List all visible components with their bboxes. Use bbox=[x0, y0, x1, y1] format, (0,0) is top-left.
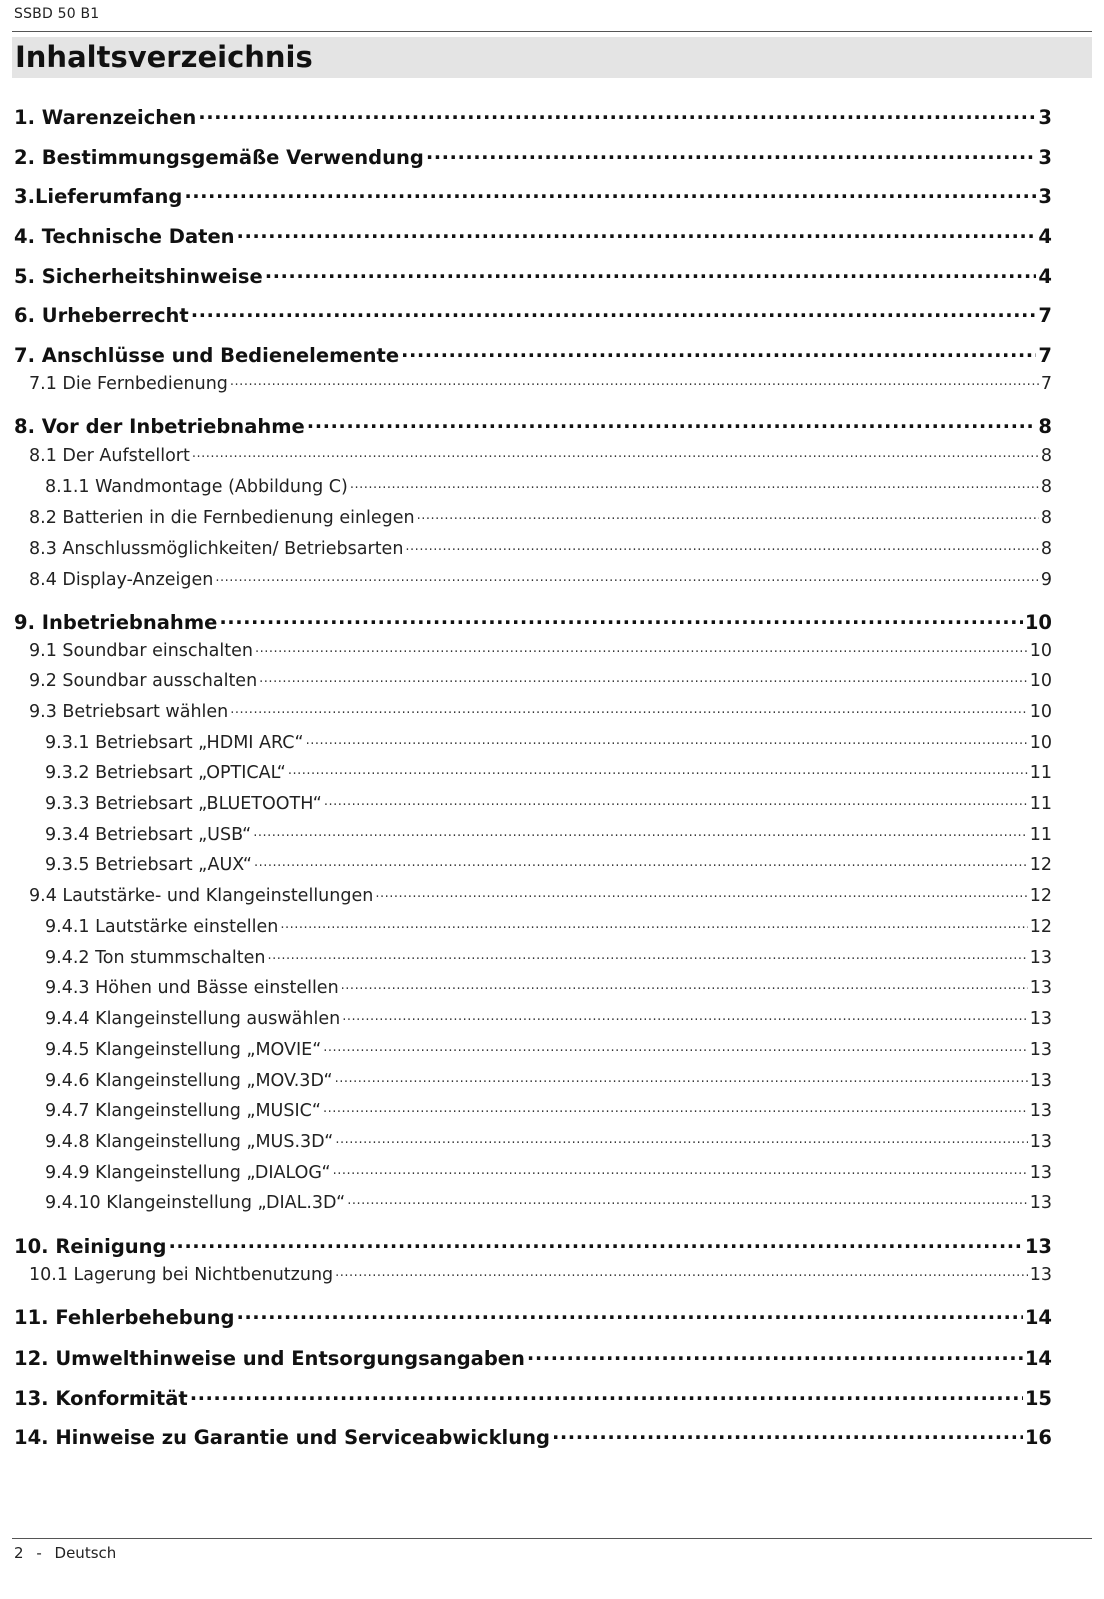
toc-dot-leader bbox=[215, 567, 1038, 585]
toc-entry-label: 9.3.1 Betriebsart „HDMI ARC“ bbox=[45, 732, 304, 753]
toc-dot-leader bbox=[288, 760, 1028, 778]
toc-entry-label: 9.3.3 Betriebsart „BLUETOOTH“ bbox=[45, 793, 322, 814]
toc-entry[interactable] bbox=[14, 1345, 1052, 1370]
toc-entry-page: 4 bbox=[1038, 224, 1052, 248]
toc-dot-leader bbox=[405, 536, 1038, 554]
toc-entry[interactable] bbox=[14, 104, 1052, 129]
toc-dot-leader bbox=[335, 1262, 1028, 1280]
toc-entry-label: 8.4 Display-Anzeigen bbox=[29, 569, 214, 590]
toc-entry-label: 9.4.7 Klangeinstellung „MUSIC“ bbox=[45, 1100, 321, 1121]
toc-dot-leader bbox=[253, 822, 1028, 840]
toc-entry-page: 14 bbox=[1024, 1346, 1052, 1370]
toc-entry-page: 8 bbox=[1038, 414, 1052, 438]
toc-entry[interactable] bbox=[45, 760, 1052, 783]
toc-dot-leader bbox=[335, 1068, 1028, 1086]
toc-entry[interactable] bbox=[45, 1068, 1052, 1091]
toc-entry-page: 12 bbox=[1029, 885, 1052, 906]
toc-dot-leader bbox=[417, 505, 1039, 523]
toc-entry-label: 14. Hinweise zu Garantie und Serviceabwicklung bbox=[14, 1425, 550, 1449]
toc-dot-leader bbox=[191, 302, 1037, 322]
toc-entry[interactable] bbox=[29, 371, 1052, 394]
toc-entry-page: 8 bbox=[1040, 538, 1052, 559]
toc-dot-leader bbox=[237, 223, 1037, 243]
toc-entry-page: 13 bbox=[1029, 1008, 1052, 1029]
toc-entry-label: 8.1.1 Wandmontage (Abbildung C) bbox=[45, 476, 348, 497]
toc-entry-label: 8.3 Anschlussmöglichkeiten/ Betriebsarten bbox=[29, 538, 404, 559]
toc-entry-page: 13 bbox=[1029, 1162, 1052, 1183]
toc-entry-page: 8 bbox=[1040, 476, 1052, 497]
toc-dot-leader bbox=[347, 1190, 1028, 1208]
toc-entry-label: 9.3.5 Betriebsart „AUX“ bbox=[45, 854, 252, 875]
toc-entry-page: 16 bbox=[1024, 1425, 1052, 1449]
toc-entry-page: 11 bbox=[1029, 824, 1052, 845]
toc-entry[interactable] bbox=[45, 914, 1052, 937]
toc-entry[interactable] bbox=[45, 852, 1052, 875]
toc-entry[interactable] bbox=[29, 699, 1052, 722]
toc-entry-label: 3.Lieferumfang bbox=[14, 184, 183, 208]
toc-entry[interactable] bbox=[45, 1098, 1052, 1121]
toc-entry-page: 13 bbox=[1029, 1070, 1052, 1091]
toc-dot-leader bbox=[307, 413, 1037, 433]
toc-dot-leader bbox=[230, 699, 1027, 717]
toc-entry-page: 3 bbox=[1038, 145, 1052, 169]
toc-entry-label: 11. Fehlerbehebung bbox=[14, 1305, 235, 1329]
toc-entry[interactable] bbox=[14, 1385, 1052, 1410]
toc-entry-label: 8. Vor der Inbetriebnahme bbox=[14, 414, 305, 438]
toc-entry-label: 10. Reinigung bbox=[14, 1234, 167, 1258]
toc-entry[interactable] bbox=[14, 342, 1052, 367]
toc-entry[interactable] bbox=[29, 1262, 1052, 1285]
toc-entry-page: 13 bbox=[1029, 947, 1052, 968]
toc-entry[interactable] bbox=[45, 1160, 1052, 1183]
toc-entry[interactable] bbox=[45, 1190, 1052, 1213]
toc-dot-leader bbox=[267, 945, 1027, 963]
toc-entry-label: 13. Konformität bbox=[14, 1386, 188, 1410]
toc-entry-page: 3 bbox=[1038, 184, 1052, 208]
toc-entry-page: 12 bbox=[1029, 854, 1052, 875]
toc-dot-leader bbox=[190, 1385, 1023, 1405]
toc-entry-label: 9.4.1 Lautstärke einstellen bbox=[45, 916, 279, 937]
toc-dot-leader bbox=[255, 638, 1028, 656]
toc-entry[interactable] bbox=[14, 223, 1052, 248]
toc-entry-label: 4. Technische Daten bbox=[14, 224, 235, 248]
toc-entry-page: 10 bbox=[1024, 610, 1052, 634]
toc-entry[interactable] bbox=[29, 443, 1052, 466]
toc-entry-page: 13 bbox=[1029, 1192, 1052, 1213]
toc-dot-leader bbox=[236, 1304, 1022, 1324]
toc-dot-leader bbox=[306, 730, 1028, 748]
toc-entry[interactable] bbox=[29, 883, 1052, 906]
toc-dot-leader bbox=[527, 1345, 1023, 1365]
toc-entry[interactable] bbox=[14, 1233, 1052, 1258]
toc-entry-page: 13 bbox=[1029, 977, 1052, 998]
toc-entry-label: 9.4.10 Klangeinstellung „DIAL.3D“ bbox=[45, 1192, 346, 1213]
toc-entry-label: 9.4.4 Klangeinstellung auswählen bbox=[45, 1008, 341, 1029]
footer-page-number: 2 bbox=[14, 1544, 24, 1562]
toc-entry-page: 10 bbox=[1029, 732, 1052, 753]
toc-entry-page: 11 bbox=[1029, 762, 1052, 783]
toc-entry-page: 13 bbox=[1029, 1264, 1052, 1285]
toc-entry[interactable] bbox=[29, 668, 1052, 691]
toc-entry[interactable] bbox=[45, 474, 1052, 497]
toc-entry-label: 7. Anschlüsse und Bedienelemente bbox=[14, 343, 400, 367]
toc-entry-page: 13 bbox=[1029, 1100, 1052, 1121]
toc-entry[interactable] bbox=[45, 730, 1052, 753]
toc-dot-leader bbox=[198, 104, 1036, 124]
toc-entry-page: 10 bbox=[1029, 701, 1052, 722]
footer-language: Deutsch bbox=[54, 1544, 117, 1562]
footer-separator: - bbox=[36, 1544, 42, 1562]
toc-entry-page: 10 bbox=[1029, 670, 1052, 691]
toc-entry[interactable] bbox=[14, 1304, 1052, 1329]
toc-entry-label: 7.1 Die Fernbedienung bbox=[29, 373, 228, 394]
toc-entry-page: 7 bbox=[1040, 373, 1052, 394]
toc-entry-label: 9.1 Soundbar einschalten bbox=[29, 640, 253, 661]
toc-entry-page: 13 bbox=[1029, 1131, 1052, 1152]
toc-entry[interactable] bbox=[29, 567, 1052, 590]
toc-entry-label: 9.2 Soundbar ausschalten bbox=[29, 670, 258, 691]
toc-entry[interactable] bbox=[45, 1129, 1052, 1152]
toc-entry-label: 12. Umwelthinweise und Entsorgungsangaben bbox=[14, 1346, 525, 1370]
toc-dot-leader bbox=[219, 609, 1022, 629]
toc-entry-page: 9 bbox=[1040, 569, 1052, 590]
toc-dot-leader bbox=[184, 183, 1036, 203]
toc-dot-leader bbox=[342, 1006, 1028, 1024]
toc-entry[interactable] bbox=[14, 413, 1052, 438]
toc-entry[interactable] bbox=[14, 263, 1052, 288]
toc-entry-label: 9.4.9 Klangeinstellung „DIALOG“ bbox=[45, 1162, 331, 1183]
toc-entry[interactable] bbox=[45, 945, 1052, 968]
toc-entry-page: 8 bbox=[1040, 507, 1052, 528]
toc-entry-label: 8.1 Der Aufstellort bbox=[29, 445, 190, 466]
toc-dot-leader bbox=[323, 1098, 1028, 1116]
toc-entry-label: 2. Bestimmungsgemäße Verwendung bbox=[14, 145, 424, 169]
toc-dot-leader bbox=[230, 371, 1039, 389]
toc-entry-page: 11 bbox=[1029, 793, 1052, 814]
toc-dot-leader bbox=[254, 852, 1028, 870]
toc-entry-page: 13 bbox=[1024, 1234, 1052, 1258]
toc-entry[interactable] bbox=[45, 791, 1052, 814]
toc-entry[interactable] bbox=[45, 822, 1052, 845]
toc-entry-label: 9.4.2 Ton stummschalten bbox=[45, 947, 266, 968]
toc-dot-leader bbox=[280, 914, 1027, 932]
toc-entry-page: 14 bbox=[1024, 1305, 1052, 1329]
toc-entry-page: 15 bbox=[1024, 1386, 1052, 1410]
toc-entry[interactable] bbox=[29, 505, 1052, 528]
page-title: Inhaltsverzeichnis bbox=[15, 40, 313, 74]
toc-entry[interactable] bbox=[45, 1006, 1052, 1029]
toc-entry-label: 9.4 Lautstärke- und Klangeinstellungen bbox=[29, 885, 374, 906]
toc-entry[interactable] bbox=[14, 144, 1052, 169]
toc-dot-leader bbox=[426, 144, 1037, 164]
toc-dot-leader bbox=[324, 791, 1028, 809]
toc-entry-label: 10.1 Lagerung bei Nichtbenutzung bbox=[29, 1264, 334, 1285]
toc-dot-leader bbox=[335, 1129, 1027, 1147]
toc-entry-page: 3 bbox=[1038, 105, 1052, 129]
toc-dot-leader bbox=[341, 975, 1028, 993]
toc-entry-page: 8 bbox=[1040, 445, 1052, 466]
toc-entry-page: 7 bbox=[1038, 303, 1052, 327]
toc-entry-page: 12 bbox=[1029, 916, 1052, 937]
toc-dot-leader bbox=[401, 342, 1036, 362]
toc-entry-label: 9.4.5 Klangeinstellung „MOVIE“ bbox=[45, 1039, 322, 1060]
toc-entry-page: 4 bbox=[1038, 264, 1052, 288]
toc-dot-leader bbox=[350, 474, 1039, 492]
toc-dot-leader bbox=[375, 883, 1027, 901]
toc-dot-leader bbox=[333, 1160, 1028, 1178]
toc-dot-leader bbox=[323, 1037, 1027, 1055]
toc-entry[interactable] bbox=[14, 1424, 1052, 1449]
toc-entry-page: 10 bbox=[1029, 640, 1052, 661]
toc-entry-page: 13 bbox=[1029, 1039, 1052, 1060]
toc-entry[interactable] bbox=[29, 638, 1052, 661]
toc-entry-label: 9. Inbetriebnahme bbox=[14, 610, 218, 634]
toc-dot-leader bbox=[552, 1424, 1023, 1444]
toc-entry-label: 5. Sicherheitshinweise bbox=[14, 264, 263, 288]
toc-dot-leader bbox=[265, 263, 1037, 283]
toc-entry-label: 1. Warenzeichen bbox=[14, 105, 197, 129]
toc-dot-leader bbox=[259, 668, 1028, 686]
toc-entry-label: 8.2 Batterien in die Fernbedienung einlegen bbox=[29, 507, 415, 528]
page-header-model: SSBD 50 B1 bbox=[14, 6, 100, 22]
toc-entry[interactable] bbox=[14, 183, 1052, 208]
toc-entry-label: 9.4.8 Klangeinstellung „MUS.3D“ bbox=[45, 1131, 334, 1152]
toc-entry[interactable] bbox=[45, 1037, 1052, 1060]
toc-entry-page: 7 bbox=[1038, 343, 1052, 367]
toc-entry-label: 9.3.4 Betriebsart „USB“ bbox=[45, 824, 252, 845]
toc-dot-leader bbox=[169, 1233, 1023, 1253]
toc-entry-label: 9.3.2 Betriebsart „OPTICAL“ bbox=[45, 762, 286, 783]
toc-entry-label: 9.4.6 Klangeinstellung „MOV.3D“ bbox=[45, 1070, 333, 1091]
toc-entry[interactable] bbox=[29, 536, 1052, 559]
toc-entry[interactable] bbox=[45, 975, 1052, 998]
toc-entry[interactable] bbox=[14, 302, 1052, 327]
page-footer bbox=[14, 1544, 116, 1562]
toc-dot-leader bbox=[192, 443, 1039, 461]
toc-entry-label: 9.3 Betriebsart wählen bbox=[29, 701, 229, 722]
toc-entry-label: 6. Urheberrecht bbox=[14, 303, 189, 327]
toc-entry-label: 9.4.3 Höhen und Bässe einstellen bbox=[45, 977, 339, 998]
footer-divider bbox=[12, 1538, 1092, 1539]
toc-entry[interactable] bbox=[14, 609, 1052, 634]
